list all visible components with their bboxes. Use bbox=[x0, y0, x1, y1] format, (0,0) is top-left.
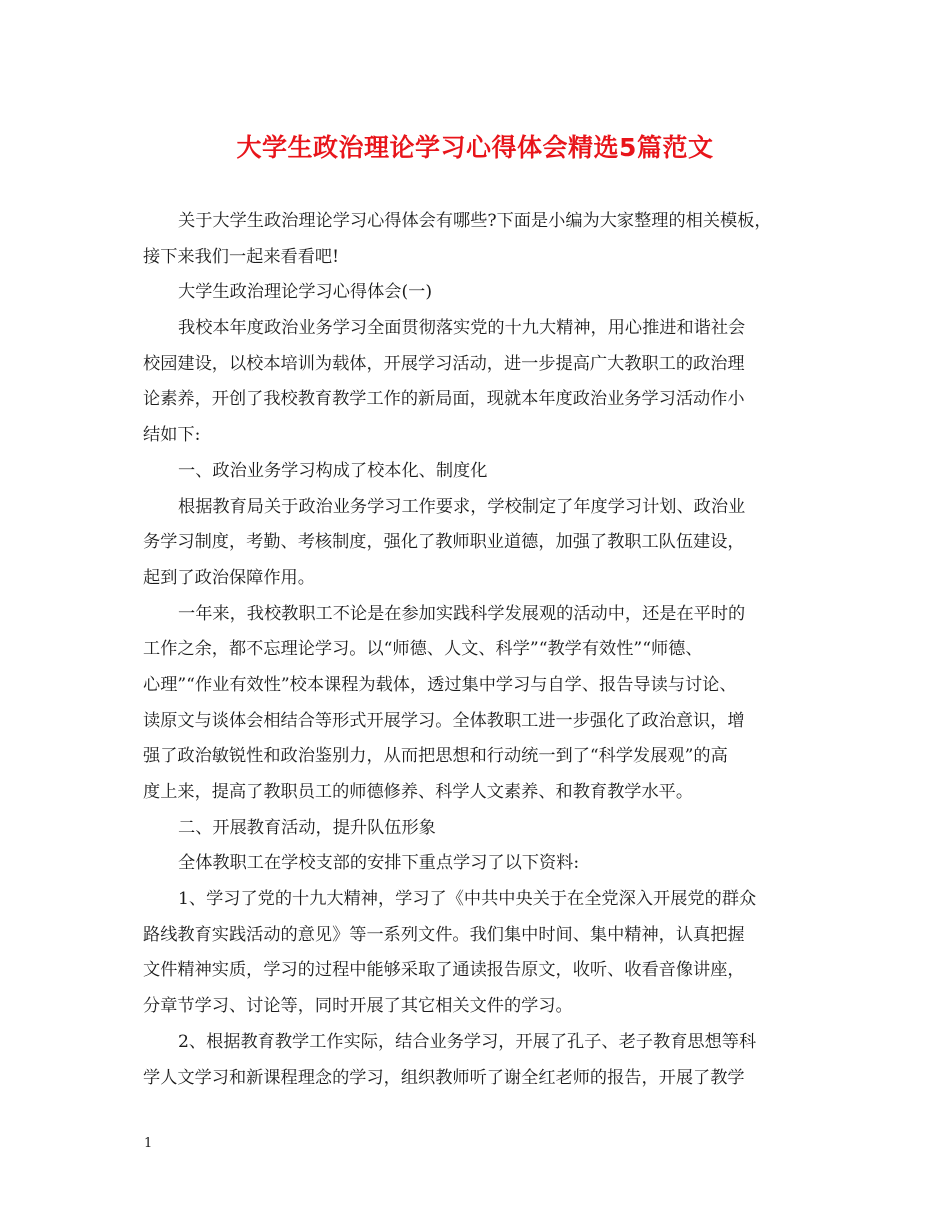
page-number: 1 bbox=[144, 1136, 153, 1151]
paragraph-line: 学人文学习和新课程理念的学习，组织教师听了谢全红老师的报告，开展了教学 bbox=[143, 1067, 745, 1088]
paragraph-line: 论素养，开创了我校教育教学工作的新局面，现就本年度政治业务学习活动作小 bbox=[143, 389, 745, 410]
paragraph-line: 接下来我们一起来看看吧! bbox=[143, 246, 339, 267]
paragraph-line: 2、根据教育教学工作实际，结合业务学习，开展了孔子、老子教育思想等科 bbox=[178, 1031, 757, 1052]
paragraph-line: 关于大学生政治理论学习心得体会有哪些?下面是小编为大家整理的相关模板， bbox=[178, 211, 772, 231]
paragraph-line: 务学习制度，考勤、考核制度，强化了教师职业道德，加强了教职工队伍建设， bbox=[143, 532, 745, 553]
paragraph-line: 根据教育局关于政治业务学习工作要求，学校制定了年度学习计划、政治业 bbox=[178, 496, 746, 517]
paragraph-line: 校园建设，以校本培训为载体，开展学习活动，进一步提高广大教职工的政治理 bbox=[143, 353, 745, 374]
paragraph-line: 一、政治业务学习构成了校本化、制度化 bbox=[178, 460, 488, 481]
paragraph-line: 文件精神实质，学习的过程中能够采取了通读报告原文，收听、收看音像讲座， bbox=[143, 960, 745, 981]
paragraph-line: 读原文与谈体会相结合等形式开展学习。全体教职工进一步强化了政治意识，增 bbox=[143, 710, 745, 731]
paragraph-line: 全体教职工在学校支部的安排下重点学习了以下资料: bbox=[178, 853, 580, 874]
paragraph-line: 心理”“作业有效性”校本课程为载体，透过集中学习与自学、报告导读与讨论、 bbox=[143, 674, 737, 695]
paragraph-line: 分章节学习、讨论等，同时开展了其它相关文件的学习。 bbox=[143, 996, 573, 1017]
document-title: 大学生政治理论学习心得体会精选5篇范文 bbox=[236, 133, 714, 162]
paragraph-line: 1、学习了党的十九大精神，学习了《中共中央关于在全党深入开展党的群众 bbox=[178, 889, 757, 910]
paragraph-line: 二、开展教育活动，提升队伍形象 bbox=[178, 817, 436, 838]
paragraph-line: 路线教育实践活动的意见》等一系列文件。我们集中时间、集中精神，认真把握 bbox=[143, 924, 745, 945]
paragraph-line: 起到了政治保障作用。 bbox=[143, 567, 315, 588]
paragraph-line: 强了政治敏锐性和政治鉴别力，从而把思想和行动统一到了“科学发展观”的高 bbox=[143, 746, 728, 767]
paragraph-line: 我校本年度政治业务学习全面贯彻落实党的十九大精神，用心推进和谐社会 bbox=[178, 318, 746, 339]
document-body bbox=[143, 204, 823, 1096]
paragraph-line: 工作之余，都不忘理论学习。以“师德、人文、科学”“教学有效性”“师德、 bbox=[143, 639, 703, 660]
paragraph-line: 度上来，提高了教职员工的师德修养、科学人文素养、和教育教学水平。 bbox=[143, 782, 694, 802]
paragraph-line: 结如下: bbox=[143, 425, 201, 446]
paragraph-line: 一年来，我校教职工不论是在参加实践科学发展观的活动中，还是在平时的 bbox=[178, 603, 746, 624]
paragraph-line: 大学生政治理论学习心得体会(一) bbox=[178, 282, 433, 303]
